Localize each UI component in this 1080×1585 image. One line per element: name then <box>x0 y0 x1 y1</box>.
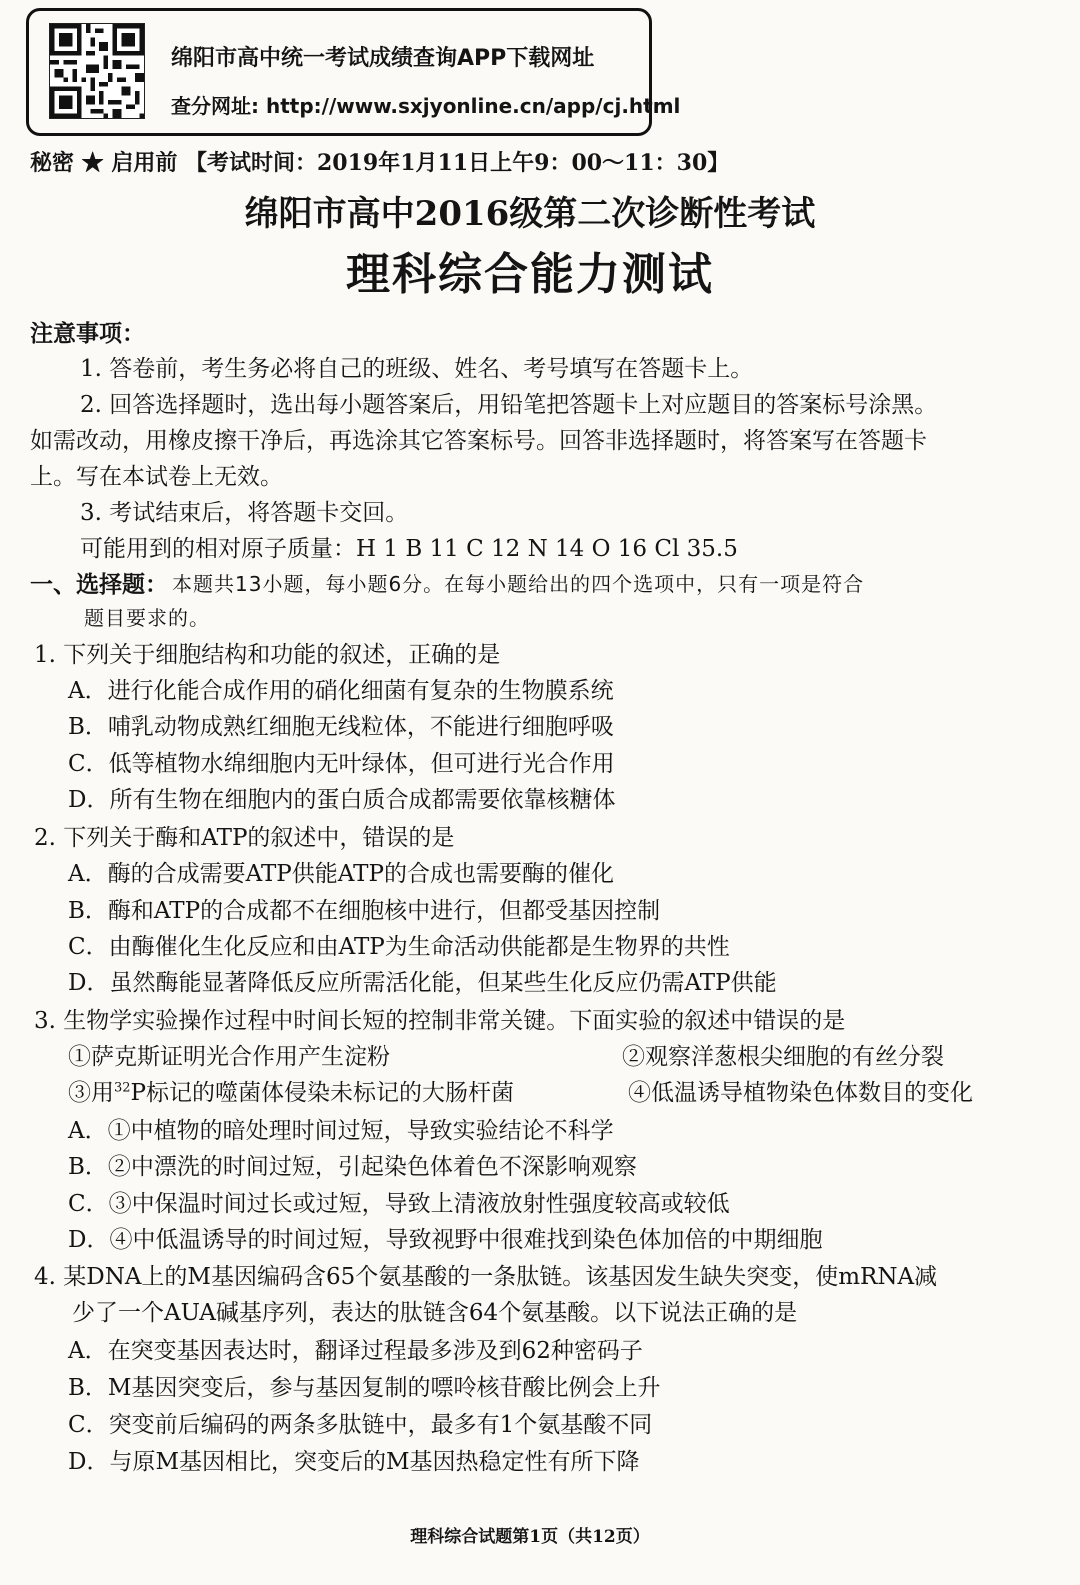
q4-option-b: B．M基因突变后，参与基因复制的嘌呤核苷酸比例会上升 <box>68 1375 661 1401</box>
q2-stem: 2. 下列关于酶和ATP的叙述中，错误的是 <box>34 825 455 851</box>
q3-option-a: A．①中植物的暗处理时间过短，导致实验结论不科学 <box>68 1118 614 1144</box>
q2-option-d: D．虽然酶能显著降低反应所需活化能，但某些生化反应仍需ATP供能 <box>68 970 777 996</box>
q3-item-2: ②观察洋葱根尖细胞的有丝分裂 <box>622 1044 944 1070</box>
section-desc-cont: 题目要求的。 <box>84 606 210 630</box>
q3-item-3-pre: ③用 <box>68 1080 114 1106</box>
q3-item-4: ④低温诱导植物染色体数目的变化 <box>628 1080 973 1106</box>
q1-option-d: D．所有生物在细胞内的蛋白质合成都需要依靠核糖体 <box>68 787 616 813</box>
q4-option-d: D．与原M基因相比，突变后的M基因热稳定性有所下降 <box>68 1449 640 1475</box>
subject-title: 理科综合能力测试 <box>346 249 714 300</box>
atomic-masses: 可能用到的相对原子质量：H 1 B 11 C 12 N 14 O 16 Cl 35.5 <box>80 536 738 562</box>
q3-stem: 3. 生物学实验操作过程中时间长短的控制非常关键。下面实验的叙述中错误的是 <box>34 1008 846 1034</box>
qr-code-icon <box>50 24 144 118</box>
q4-option-a: A．在突变基因表达时，翻译过程最多涉及到62种密码子 <box>68 1338 643 1364</box>
page-footer: 理科综合试题第1页（共12页） <box>410 1527 650 1547</box>
q2-option-c: C．由酶催化生化反应和由ATP为生命活动供能都是生物界的共性 <box>68 934 730 960</box>
notes-heading: 注意事项： <box>30 320 145 347</box>
qr-code[interactable] <box>49 23 145 119</box>
q1-option-a: A．进行化能合成作用的硝化细菌有复杂的生物膜系统 <box>68 678 614 704</box>
section-desc: 本题共13小题，每小题6分。在每小题给出的四个选项中，只有一项是符合 <box>172 572 865 596</box>
app-download-banner <box>26 8 681 136</box>
note-3: 3. 考试结束后，将答题卡交回。 <box>80 500 409 526</box>
banner-url[interactable]: 查分网址: http://www.sxjyonline.cn/app/cj.html <box>171 94 681 118</box>
note-1: 1. 答卷前，考生务必将自己的班级、姓名、考号填写在答题卡上。 <box>80 356 754 382</box>
banner-title: 绵阳市高中统一考试成绩查询APP下载网址 <box>171 46 595 71</box>
q2-option-a: A．酶的合成需要ATP供能ATP的合成也需要酶的催化 <box>68 861 614 887</box>
q2-option-b: B．酶和ATP的合成都不在细胞核中进行，但都受基因控制 <box>68 898 661 924</box>
q3-item-3 <box>68 1074 514 1107</box>
q3-option-d: D．④中低温诱导的时间过短，导致视野中很难找到染色体加倍的中期细胞 <box>68 1227 823 1253</box>
secret-exam-time: 秘密 ★ 启用前 【考试时间：2019年1月11日上午9：00～11：30】 <box>30 150 730 176</box>
q4-stem-cont: 少了一个AUA碱基序列，表达的肽链含64个氨基酸。以下说法正确的是 <box>72 1300 798 1326</box>
q3-option-b: B．②中漂洗的时间过短，引起染色体着色不深影响观察 <box>68 1154 637 1180</box>
note-2: 2. 回答选择题时，选出每小题答案后，用铅笔把答题卡上对应题目的答案标号涂黑。 <box>80 392 938 418</box>
q3-option-c: C．③中保温时间过长或过短，导致上清液放射性强度较高或较低 <box>68 1191 730 1217</box>
q1-option-b: B．哺乳动物成熟红细胞无线粒体，不能进行细胞呼吸 <box>68 714 614 740</box>
q3-item-3-post: P标记的噬菌体侵染未标记的大肠杆菌 <box>130 1080 515 1106</box>
q4-option-c: C．突变前后编码的两条多肽链中，最多有1个氨基酸不同 <box>68 1412 653 1438</box>
q4-stem: 4. 某DNA上的M基因编码含65个氨基酸的一条肽链。该基因发生缺失突变，使mRNA减 <box>34 1264 938 1290</box>
q1-option-c: C．低等植物水绵细胞内无叶绿体，但可进行光合作用 <box>68 751 615 777</box>
exam-title: 绵阳市高中2016级第二次诊断性考试 <box>244 194 816 234</box>
q1-stem: 1. 下列关于细胞结构和功能的叙述，正确的是 <box>34 642 501 668</box>
note-2-cont: 如需改动，用橡皮擦干净后，再选涂其它答案标号。回答非选择题时，将答案写在答题卡 <box>30 428 927 454</box>
q3-item-3-sup: 32 <box>114 1080 131 1096</box>
q3-item-1: ①萨克斯证明光合作用产生淀粉 <box>68 1044 390 1070</box>
section-label: 一、选择题： <box>30 571 168 598</box>
note-2-end: 上。写在本试卷上无效。 <box>30 464 283 490</box>
